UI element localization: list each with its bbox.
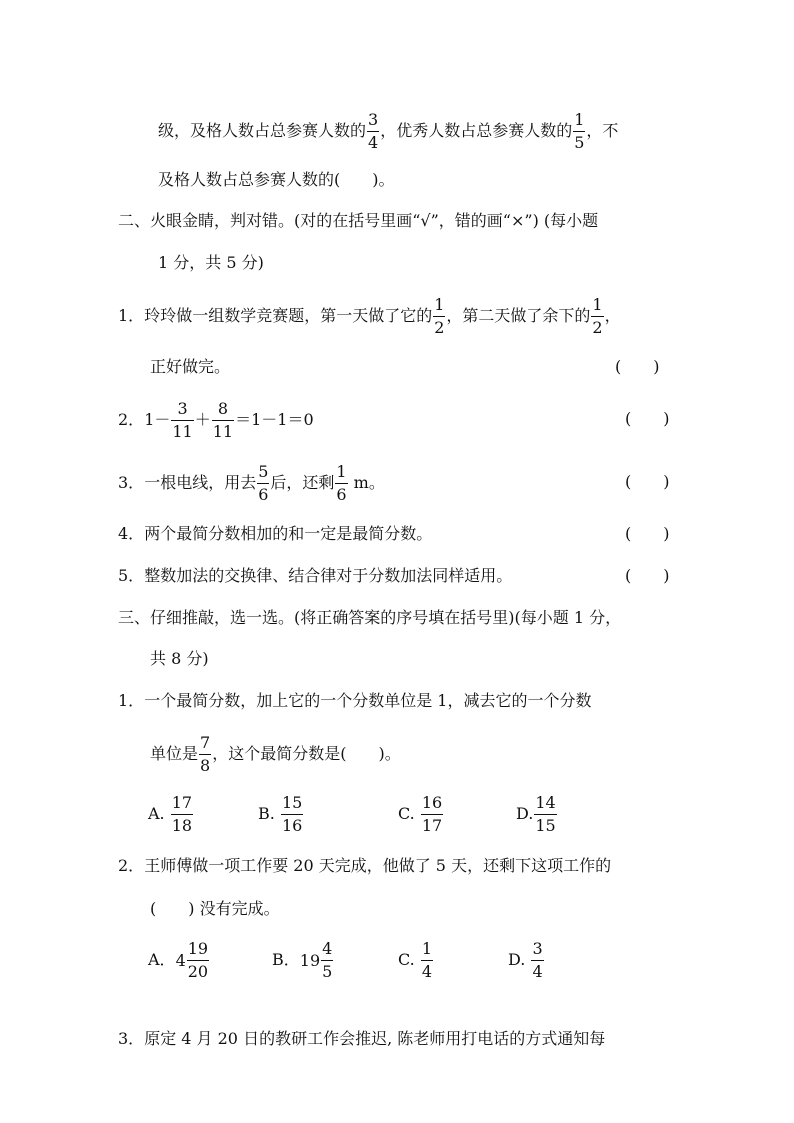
s2-q2 [118,401,314,440]
text: 王师傅做一项工作要 20 天完成，他做了 5 天，还剩下这项工作的 [144,856,612,875]
text: ，优秀人数占总参赛人数的 [380,121,573,140]
fraction: $\frac{1}{2}$ [592,295,603,337]
fraction: $\frac{8}{11}$ [212,399,234,441]
s2-q4 [118,526,432,542]
fraction: $\frac{1}{2}$ [434,295,445,337]
text: ＝1－1＝0 [235,410,314,429]
option-label: A． [148,950,176,969]
text: 玲玲做一组数学竞赛题，第一天做了它的 [144,306,433,325]
fraction: $\frac{4}{5}$ [322,939,333,981]
fraction: $\frac{19}{20}$ [187,939,209,981]
text: 一根电线，用去 [144,473,257,492]
question-number: 2． [118,410,145,429]
text: 后，还剩 [270,473,335,492]
fraction: $\frac{3}{11}$ [172,399,193,441]
fraction: $\frac{3}{4}$ [532,939,543,981]
s2-q3 [118,464,385,503]
text: ， [604,306,621,325]
answer-blank-s2-q2[interactable]: ( ) [625,409,670,428]
option-label: B. [258,804,275,823]
continuation-line-1 [158,112,618,151]
fraction: $\frac{5}{6}$ [258,462,269,504]
text: ＋ [194,410,211,429]
question-number: 1． [118,306,145,325]
fraction: $\frac{3}{4}$ [368,110,379,152]
mixed-number: 4 $\frac{19}{20}$ [175,939,209,981]
question-number: 4． [118,524,145,543]
answer-blank-s2-q3[interactable]: ( ) [625,472,670,491]
option-label: C. [398,950,415,969]
mixed-number: 19 $\frac{4}{5}$ [299,939,333,981]
text: ，不 [586,121,619,140]
s2-q1-line2: 正好做完。 [150,357,231,376]
text: 级，及格人数占总参赛人数的 [158,121,367,140]
option-label: D. [508,950,526,969]
s3-q2-line2: ( ) 没有完成。 [150,899,280,918]
answer-blank-s2-q4[interactable]: ( ) [625,524,670,543]
fraction: $\frac{16}{17}$ [421,793,443,835]
option-label: C. [398,804,415,823]
s3-q1-option-a[interactable] [148,795,194,834]
s3-q1-option-b[interactable] [258,795,304,834]
text: ，第二天做了余下的 [446,306,591,325]
option-label: D. [516,804,534,823]
s3-q2-option-c[interactable] [398,941,434,980]
question-number: 2． [118,856,145,875]
text: 整数加法的交换律、结合律对于分数加法同样适用。 [144,566,513,585]
s2-q5 [118,568,512,584]
s3-q1-line2 [150,735,401,774]
text: 两个最简分数相加的和一定是最简分数。 [144,524,433,543]
answer-blank-s2-q5[interactable]: ( ) [625,566,670,585]
option-label: A. [148,804,165,823]
text: ，这个最简分数是( )。 [212,744,401,763]
s3-q1-line1 [118,693,591,709]
section-2-title: 二、火眼金睛，判对错。(对的在括号里画“√”，错的画“×”) (每小题 [118,211,599,230]
text: m。 [348,473,385,492]
option-label: B． [272,950,300,969]
s2-q1-line1 [118,297,621,336]
fraction: $\frac{15}{16}$ [281,793,303,835]
s3-q1-option-d[interactable] [516,795,558,834]
section-3-title: 三、仔细推敲，选一选。(将正确答案的序号填在括号里)(每小题 1 分， [118,608,622,627]
continuation-line-2: 及格人数占总参赛人数的( )。 [158,170,395,189]
s3-q2-option-d[interactable] [508,941,545,980]
s3-q3-line1 [118,1031,605,1047]
fraction: $\frac{14}{15}$ [535,793,556,835]
s3-q2-line1 [118,858,611,874]
s3-q1-option-c[interactable] [398,795,444,834]
s3-q2-option-b[interactable] [272,941,334,980]
fraction: $\frac{1}{4}$ [421,939,433,981]
text: 一个最简分数，加上它的一个分数单位是 1，减去它的一个分数 [144,691,592,710]
section-2-title-cont: 1 分，共 5 分) [158,253,264,272]
fraction: $\frac{1}{6}$ [336,462,347,504]
fraction: $\frac{17}{18}$ [171,793,193,835]
text: 单位是 [150,744,199,763]
fraction: $\frac{1}{5}$ [574,110,585,152]
fraction: $\frac{7}{8}$ [200,733,211,775]
question-number: 5． [118,566,145,585]
section-3-title-cont: 共 8 分) [150,649,209,668]
answer-blank-s2-q1[interactable]: ( ) [615,357,660,376]
question-number: 3． [118,1029,145,1048]
question-number: 1． [118,691,145,710]
text: 1－ [144,410,171,429]
s3-q2-option-a[interactable] [148,941,210,980]
text: 原定 4 月 20 日的教研工作会推迟, 陈老师用打电话的方式通知每 [144,1029,606,1048]
question-number: 3． [118,473,145,492]
